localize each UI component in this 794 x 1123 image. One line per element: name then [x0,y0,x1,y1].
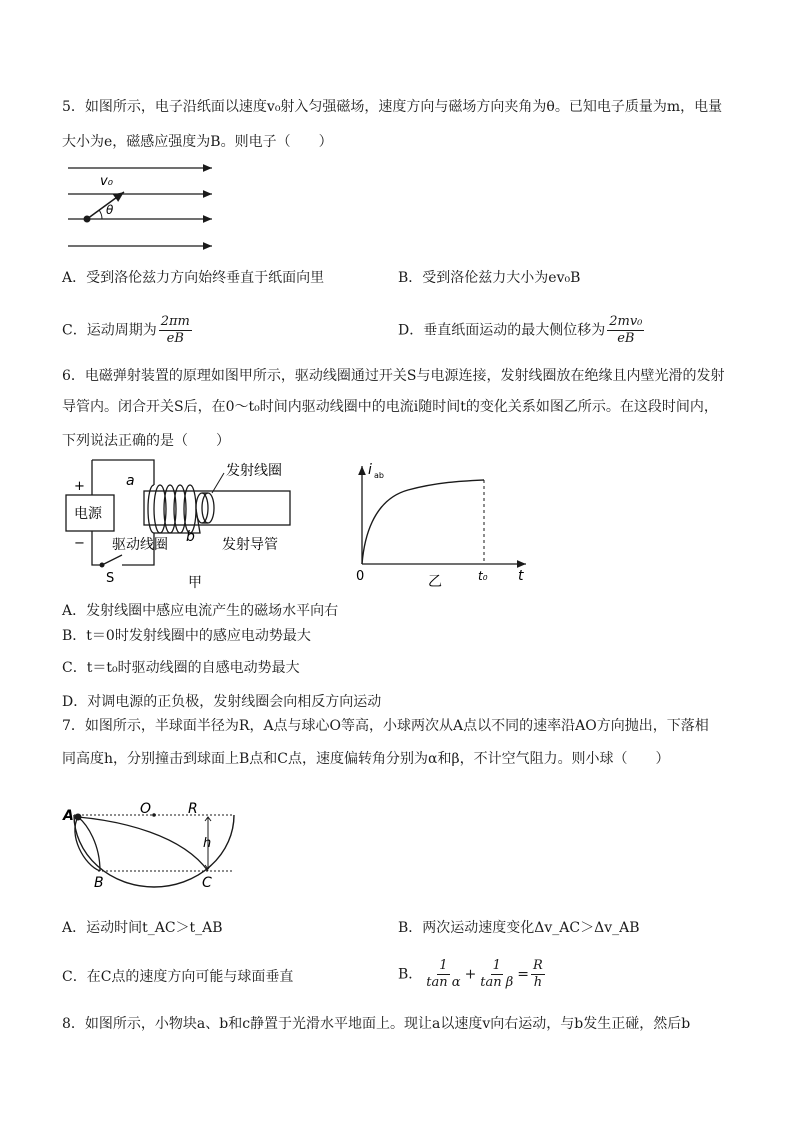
point-o-dot [152,813,156,817]
q6-option-d[interactable]: D．对调电源的正负极，发射线圈会向相反方向运动 [62,694,382,710]
q5-option-a[interactable]: A．受到洛伦兹力方向始终垂直于纸面向里 [62,270,325,286]
q6-figure-yi [348,460,538,588]
tube-label: 发射导管 [222,537,278,553]
q5-stem-line2: 大小为e，磁感应强度为B。则电子（ ） [62,134,333,150]
q5-figure [62,158,222,254]
label-c: C [202,875,212,891]
q6-figure-jia [62,455,332,590]
plus-sign: + [74,479,85,494]
launch-coil-pointer [212,473,224,493]
drive-coil-label: 驱动线圈 [112,537,168,553]
q7-option-a[interactable]: A．运动时间t_AC＞t_AB [62,920,223,936]
trajectory-ac [78,817,208,871]
point-a-dot [75,814,82,821]
q5-option-c[interactable]: C．运动周期为 $\frac{2\pi m}{eB}$ [62,314,190,346]
label-r: R [188,801,198,817]
y-axis-sub: ab [374,471,384,480]
q7-option-d[interactable]: B． $\frac{1}{\text{tan α}}$ + $\frac{1}{\text{tan β}}$ = $\frac{R}{h}$ [398,958,543,990]
q7-stem-line2: 同高度h，分别撞击到球面上B点和C点，速度偏转角分别为α和β，不计空气阻力。则小球（ ） [62,751,670,767]
power-label: 电源 [74,506,102,522]
q5-stem-line1: 5．如图所示，电子沿纸面以速度v₀射入匀强磁场，速度方向与磁场方向夹角为θ。已知电子质量为m，电量 [62,99,723,115]
q7-figure [62,795,242,895]
theta-label: θ [106,203,114,217]
q6-option-c[interactable]: C．t＝t₀时驱动线圈的自感电动势最大 [62,660,300,676]
q8-stem-line1: 8．如图所示，小物块a、b和c静置于光滑水平地面上。现让a以速度v向右运动，与b发生正碰，然后b [62,1016,691,1032]
switch-label: S [106,571,115,586]
figure-yi-caption: 乙 [428,574,442,588]
current-curve [362,480,484,564]
terminal-b: b [186,529,195,545]
v0-label: v₀ [100,174,113,189]
terminal-a: a [126,473,135,489]
q7-option-c[interactable]: C．在C点的速度方向可能与球面垂直 [62,969,294,985]
label-b: B [94,875,104,891]
q5-option-c-fraction: $\frac{2\pi m}{eB}$ [160,314,190,346]
q6-option-a[interactable]: A．发射线圈中感应电流产生的磁场水平向右 [62,603,339,619]
origin-label: 0 [356,569,365,584]
t0-label: t₀ [478,569,488,583]
q5-option-d-fraction: $\frac{\text{2mv₀}}{eB}$ [609,314,643,346]
q7-option-b[interactable]: B．两次运动速度变化Δv_AC＞Δv_AB [398,920,640,936]
launch-coil [196,493,214,523]
q6-stem-line2: 导管内。闭合开关S后，在0～t₀时间内驱动线圈中的电流i随时间t的变化关系如图乙所示。在这段时间内， [62,399,718,415]
q6-stem-line3: 下列说法正确的是（ ） [62,433,230,449]
label-a: A [63,808,74,824]
launch-coil-label: 发射线圈 [226,463,282,479]
q5-option-b[interactable]: B．受到洛伦兹力大小为ev₀B [398,270,581,286]
figure-jia-caption: 甲 [188,575,202,590]
q5-option-d[interactable]: D．垂直纸面运动的最大侧位移为 $\frac{\text{2mv₀}}{eB}$ [398,314,643,346]
y-axis-label: i [368,462,372,478]
q7-stem-line1: 7．如图所示，半球面半径为R，A点与球心O等高，小球两次从A点以不同的速率沿AO方向抛出，下落相 [62,718,709,734]
drive-coil [148,485,200,533]
minus-sign: − [74,536,85,551]
q6-option-b[interactable]: B．t＝0时发射线圈中的感应电动势最大 [62,628,311,644]
label-h: h [203,836,212,851]
x-axis-label: t [518,568,524,584]
switch-blade [102,555,122,565]
label-o: O [140,801,152,817]
theta-arc [99,210,102,219]
q6-stem-line1: 6．电磁弹射装置的原理如图甲所示，驱动线圈通过开关S与电源连接，发射线圈放在绝缘且内壁光滑的发射 [62,368,725,384]
